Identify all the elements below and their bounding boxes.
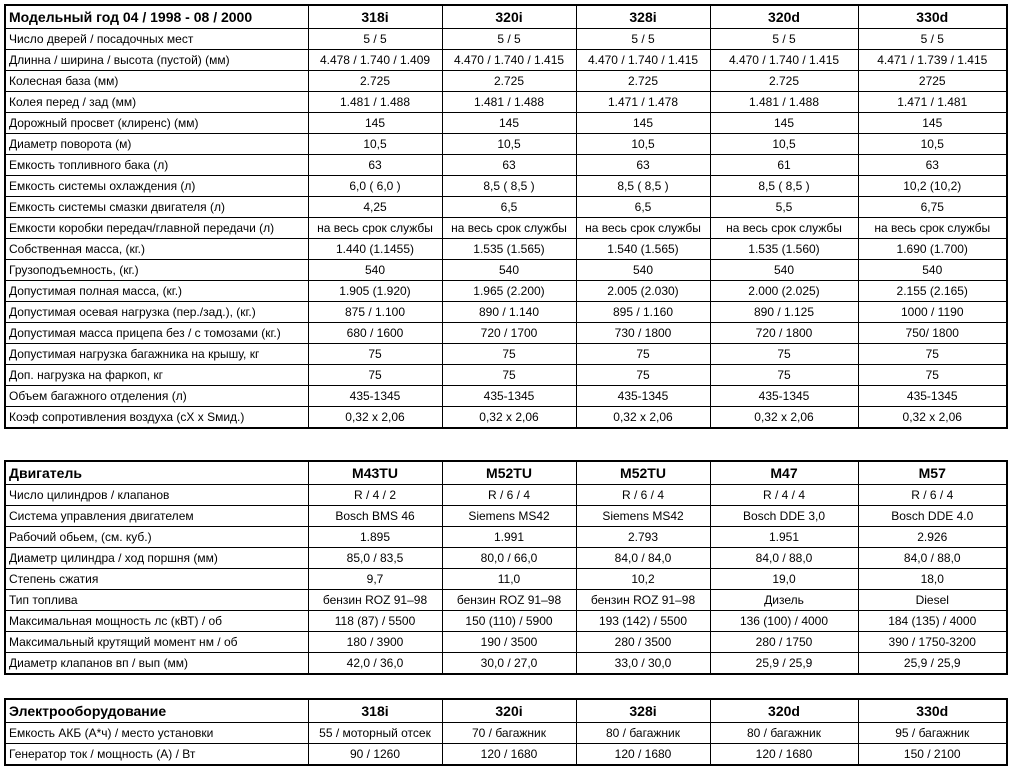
column-header: 320i [442,5,576,29]
row-label: Собственная масса, (кг.) [5,239,308,260]
cell-value: 75 [576,344,710,365]
cell-value: 75 [442,344,576,365]
cell-value: 895 / 1.160 [576,302,710,323]
cell-value: 750/ 1800 [858,323,1007,344]
cell-value: 75 [710,344,858,365]
cell-value: бензин ROZ 91–98 [308,590,442,611]
row-label: Число дверей / посадочных мест [5,29,308,50]
cell-value: 540 [710,260,858,281]
cell-value: 4.471 / 1.739 / 1.415 [858,50,1007,71]
cell-value: 2.725 [710,71,858,92]
cell-value: 10,5 [576,134,710,155]
cell-value: 720 / 1800 [710,323,858,344]
cell-value: на весь срок службы [576,218,710,239]
cell-value: 145 [576,113,710,134]
row-label: Диаметр клапанов вп / вып (мм) [5,653,308,675]
row-label: Допустимая нагрузка багажника на крышу, кг [5,344,308,365]
cell-value: на весь срок службы [858,218,1007,239]
cell-value: 63 [858,155,1007,176]
column-header: M43TU [308,461,442,485]
cell-value: 5 / 5 [858,29,1007,50]
cell-value: 1.895 [308,527,442,548]
row-label: Допустимая осевая нагрузка (пер./зад.), (кг.) [5,302,308,323]
cell-value: 540 [858,260,1007,281]
cell-value: 1.471 / 1.478 [576,92,710,113]
cell-value: 1.535 (1.560) [710,239,858,260]
cell-value: 890 / 1.140 [442,302,576,323]
cell-value: 33,0 / 30,0 [576,653,710,675]
table-row [5,485,1007,506]
table-row [5,548,1007,569]
column-header: M52TU [442,461,576,485]
table-row [5,92,1007,113]
table-row [5,260,1007,281]
row-label: Максимальный крутящий момент нм / об [5,632,308,653]
cell-value: Bosch DDE 4.0 [858,506,1007,527]
cell-value: 70 / багажник [442,723,576,744]
cell-value: 540 [308,260,442,281]
cell-value: 6,5 [442,197,576,218]
cell-value: бензин ROZ 91–98 [442,590,576,611]
table-row [5,723,1007,744]
table-row [5,744,1007,766]
cell-value: 11,0 [442,569,576,590]
table-row [5,506,1007,527]
cell-value: 75 [710,365,858,386]
table-row [5,281,1007,302]
cell-value: 193 (142) / 5500 [576,611,710,632]
cell-value: 1000 / 1190 [858,302,1007,323]
cell-value: 435-1345 [710,386,858,407]
cell-value: 75 [308,344,442,365]
table-row [5,239,1007,260]
cell-value: Siemens MS42 [442,506,576,527]
cell-value: Diesel [858,590,1007,611]
row-label: Диаметр поворота (м) [5,134,308,155]
engine-specs-table [4,460,1008,675]
table-row [5,197,1007,218]
cell-value: 4.478 / 1.740 / 1.409 [308,50,442,71]
cell-value: 0,32 х 2,06 [710,407,858,429]
cell-value: 80,0 / 66,0 [442,548,576,569]
column-header: 330d [858,699,1007,723]
table-row [5,29,1007,50]
cell-value: 2.155 (2.165) [858,281,1007,302]
cell-value: 150 / 2100 [858,744,1007,766]
table-row [5,653,1007,675]
cell-value: 95 / багажник [858,723,1007,744]
section-title: Модельный год 04 / 1998 - 08 / 2000 [5,5,308,29]
column-header: 320d [710,5,858,29]
cell-value: 5 / 5 [308,29,442,50]
column-header: M52TU [576,461,710,485]
cell-value: 5 / 5 [576,29,710,50]
table-row [5,302,1007,323]
cell-value: 145 [442,113,576,134]
cell-value: 1.690 (1.700) [858,239,1007,260]
cell-value: 4,25 [308,197,442,218]
cell-value: 5 / 5 [442,29,576,50]
cell-value: 84,0 / 84,0 [576,548,710,569]
cell-value: 1.905 (1.920) [308,281,442,302]
cell-value: 19,0 [710,569,858,590]
table-row [5,344,1007,365]
table-row [5,590,1007,611]
cell-value: 145 [308,113,442,134]
table-header-row [5,5,1007,29]
cell-value: 730 / 1800 [576,323,710,344]
column-header: 320i [442,699,576,723]
cell-value: 80 / багажник [710,723,858,744]
row-label: Емкость системы смазки двигателя (л) [5,197,308,218]
column-header: 318i [308,5,442,29]
table-header-row [5,699,1007,723]
row-label: Емкости коробки передач/главной передачи (л) [5,218,308,239]
cell-value: 190 / 3500 [442,632,576,653]
row-label: Емкость топливного бака (л) [5,155,308,176]
cell-value: 2.926 [858,527,1007,548]
row-label: Система управления двигателем [5,506,308,527]
cell-value: 1.540 (1.565) [576,239,710,260]
table-header-row [5,461,1007,485]
cell-value: 4.470 / 1.740 / 1.415 [442,50,576,71]
row-label: Дорожный просвет (клиренс) (мм) [5,113,308,134]
column-header: 320d [710,699,858,723]
table-row [5,632,1007,653]
cell-value: 720 / 1700 [442,323,576,344]
cell-value: 5 / 5 [710,29,858,50]
cell-value: 145 [710,113,858,134]
cell-value: 120 / 1680 [442,744,576,766]
row-label: Генератор ток / мощность (А) / Вт [5,744,308,766]
cell-value: 890 / 1.125 [710,302,858,323]
cell-value: на весь срок службы [442,218,576,239]
cell-value: 84,0 / 88,0 [710,548,858,569]
cell-value: 8,5 ( 8,5 ) [576,176,710,197]
cell-value: 540 [442,260,576,281]
cell-value: 75 [858,344,1007,365]
cell-value: 0,32 х 2,06 [442,407,576,429]
cell-value: 0,32 х 2,06 [858,407,1007,429]
cell-value: Дизель [710,590,858,611]
row-label: Тип топлива [5,590,308,611]
cell-value: 2.000 (2.025) [710,281,858,302]
cell-value: 2725 [858,71,1007,92]
cell-value: 435-1345 [576,386,710,407]
row-label: Число цилиндров / клапанов [5,485,308,506]
cell-value: Bosch BMS 46 [308,506,442,527]
section-title: Электрооборудование [5,699,308,723]
cell-value: 120 / 1680 [576,744,710,766]
cell-value: 8,5 ( 8,5 ) [442,176,576,197]
cell-value: 75 [576,365,710,386]
cell-value: 5,5 [710,197,858,218]
cell-value: 10,5 [858,134,1007,155]
table-row [5,134,1007,155]
cell-value: 8,5 ( 8,5 ) [710,176,858,197]
cell-value: 540 [576,260,710,281]
cell-value: 120 / 1680 [710,744,858,766]
cell-value: 680 / 1600 [308,323,442,344]
row-label: Объем багажного отделения (л) [5,386,308,407]
cell-value: 2.793 [576,527,710,548]
cell-value: 90 / 1260 [308,744,442,766]
cell-value: 435-1345 [442,386,576,407]
row-label: Колея перед / зад (мм) [5,92,308,113]
cell-value: 61 [710,155,858,176]
cell-value: R / 4 / 2 [308,485,442,506]
cell-value: 55 / моторный отсек [308,723,442,744]
row-label: Грузоподъемность, (кг.) [5,260,308,281]
cell-value: 118 (87) / 5500 [308,611,442,632]
row-label: Степень сжатия [5,569,308,590]
cell-value: 2.725 [576,71,710,92]
cell-value: 63 [308,155,442,176]
cell-value: 280 / 1750 [710,632,858,653]
table-row [5,611,1007,632]
cell-value: Bosch DDE 3,0 [710,506,858,527]
cell-value: 136 (100) / 4000 [710,611,858,632]
table-row [5,176,1007,197]
row-label: Емкость АКБ (А*ч) / место установки [5,723,308,744]
row-label: Длинна / ширина / высота (пустой) (мм) [5,50,308,71]
table-row [5,365,1007,386]
cell-value: 184 (135) / 4000 [858,611,1007,632]
body-specs-table [4,4,1008,429]
cell-value: на весь срок службы [710,218,858,239]
cell-value: 390 / 1750-3200 [858,632,1007,653]
cell-value: 42,0 / 36,0 [308,653,442,675]
column-header: 328i [576,5,710,29]
cell-value: 10,5 [442,134,576,155]
cell-value: 0,32 х 2,06 [576,407,710,429]
cell-value: 10,5 [710,134,858,155]
table-row [5,113,1007,134]
cell-value: R / 4 / 4 [710,485,858,506]
cell-value: 180 / 3900 [308,632,442,653]
cell-value: 75 [858,365,1007,386]
cell-value: 2.725 [308,71,442,92]
table-row [5,569,1007,590]
row-label: Емкость системы охлаждения (л) [5,176,308,197]
cell-value: 150 (110) / 5900 [442,611,576,632]
cell-value: 63 [576,155,710,176]
cell-value: 1.440 (1.1455) [308,239,442,260]
row-label: Рабочий обьем, (см. куб.) [5,527,308,548]
cell-value: 10,5 [308,134,442,155]
column-header: M47 [710,461,858,485]
cell-value: 1.481 / 1.488 [308,92,442,113]
cell-value: 435-1345 [308,386,442,407]
column-header: 328i [576,699,710,723]
table-row [5,50,1007,71]
column-header: 330d [858,5,1007,29]
table-row [5,323,1007,344]
row-label: Коэф сопротивления воздуха (сХ х Sмид.) [5,407,308,429]
cell-value: 6,0 ( 6,0 ) [308,176,442,197]
cell-value: 875 / 1.100 [308,302,442,323]
row-label: Допустимая полная масса, (кг.) [5,281,308,302]
cell-value: 1.481 / 1.488 [442,92,576,113]
cell-value: 30,0 / 27,0 [442,653,576,675]
table-row [5,407,1007,429]
cell-value: 18,0 [858,569,1007,590]
cell-value: 1.471 / 1.481 [858,92,1007,113]
cell-value: 85,0 / 83,5 [308,548,442,569]
column-header: 318i [308,699,442,723]
cell-value: 75 [308,365,442,386]
cell-value: 2.725 [442,71,576,92]
cell-value: 9,7 [308,569,442,590]
cell-value: 25,9 / 25,9 [710,653,858,675]
row-label: Колесная база (мм) [5,71,308,92]
cell-value: 84,0 / 88,0 [858,548,1007,569]
cell-value: 1.535 (1.565) [442,239,576,260]
cell-value: 2.005 (2.030) [576,281,710,302]
column-header: M57 [858,461,1007,485]
cell-value: 145 [858,113,1007,134]
table-row [5,71,1007,92]
cell-value: R / 6 / 4 [442,485,576,506]
table-row [5,527,1007,548]
cell-value: 0,32 х 2,06 [308,407,442,429]
row-label: Диаметр цилиндра / ход поршня (мм) [5,548,308,569]
table-row [5,218,1007,239]
cell-value: 1.951 [710,527,858,548]
row-label: Доп. нагрузка на фаркоп, кг [5,365,308,386]
cell-value: на весь срок службы [308,218,442,239]
cell-value: 75 [442,365,576,386]
table-row [5,155,1007,176]
cell-value: 4.470 / 1.740 / 1.415 [710,50,858,71]
table-row [5,386,1007,407]
cell-value: 4.470 / 1.740 / 1.415 [576,50,710,71]
row-label: Максимальная мощность лс (кВТ) / об [5,611,308,632]
electrical-specs-table [4,698,1008,766]
cell-value: 280 / 3500 [576,632,710,653]
cell-value: 6,5 [576,197,710,218]
row-label: Допустимая масса прицепа без / с томозами (кг.) [5,323,308,344]
cell-value: 63 [442,155,576,176]
cell-value: R / 6 / 4 [858,485,1007,506]
cell-value: 10,2 [576,569,710,590]
cell-value: 1.991 [442,527,576,548]
cell-value: 435-1345 [858,386,1007,407]
cell-value: Siemens MS42 [576,506,710,527]
cell-value: 1.965 (2.200) [442,281,576,302]
cell-value: 6,75 [858,197,1007,218]
section-title: Двигатель [5,461,308,485]
cell-value: 1.481 / 1.488 [710,92,858,113]
cell-value: 10,2 (10,2) [858,176,1007,197]
cell-value: бензин ROZ 91–98 [576,590,710,611]
cell-value: 80 / багажник [576,723,710,744]
cell-value: 25,9 / 25,9 [858,653,1007,675]
cell-value: R / 6 / 4 [576,485,710,506]
